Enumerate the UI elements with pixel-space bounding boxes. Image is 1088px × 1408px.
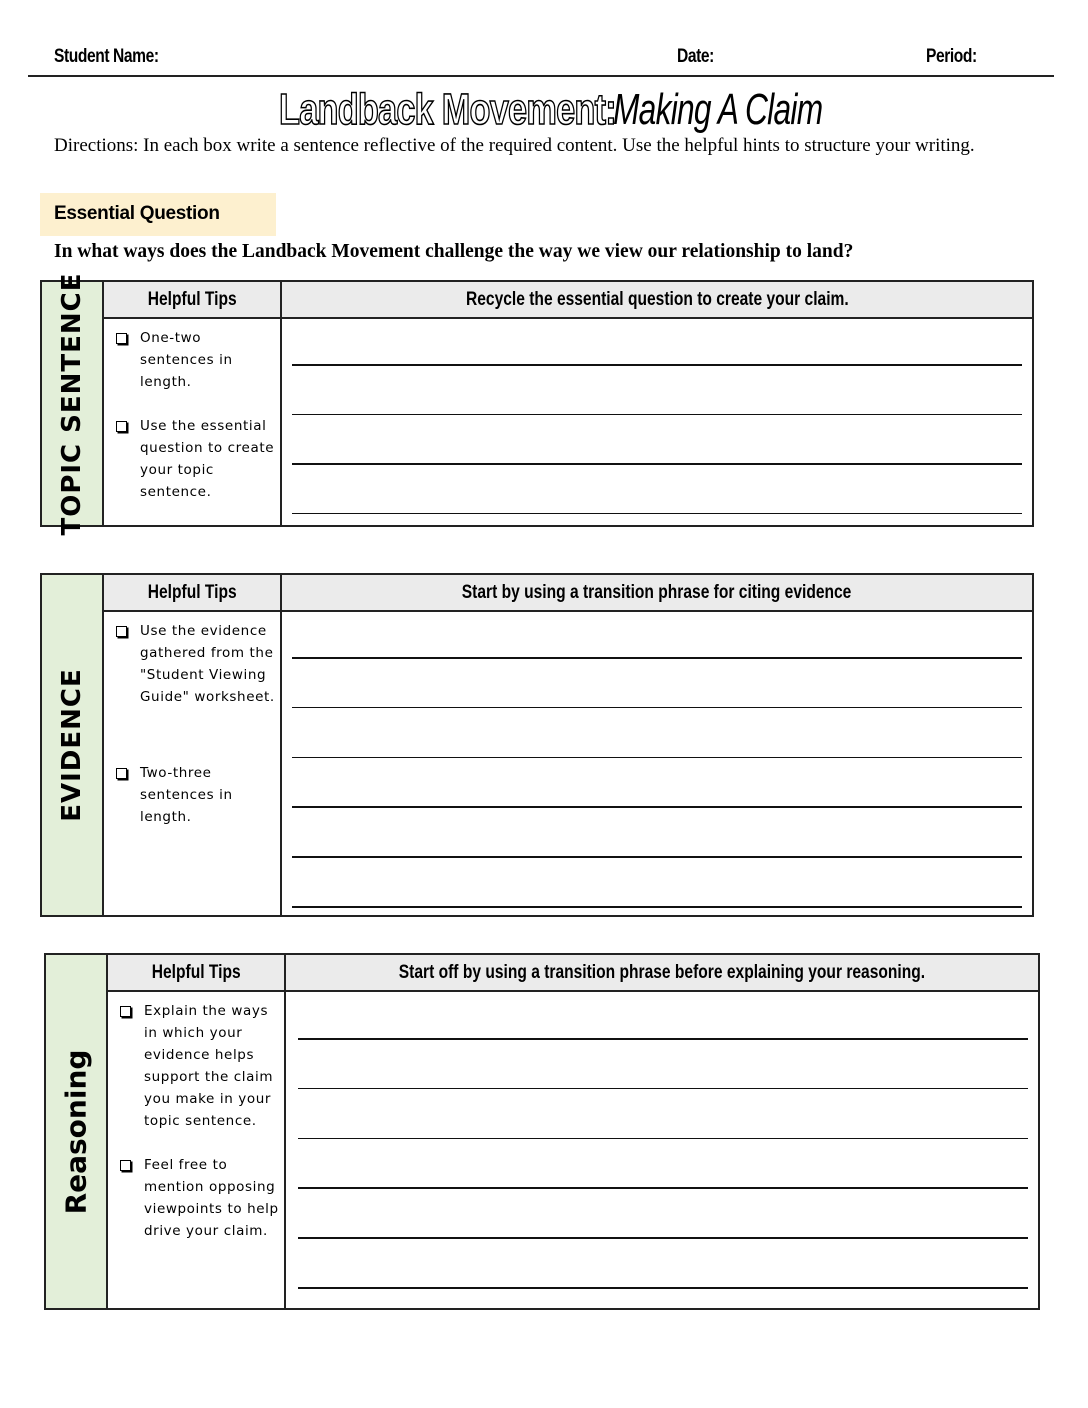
reasoning-label: Reasoning (59, 1049, 93, 1214)
tips-list (116, 620, 278, 850)
topic-sentence-label: TOPIC SENTENCE (57, 271, 87, 536)
writing-line[interactable] (298, 1237, 1028, 1239)
writing-line[interactable] (292, 513, 1022, 515)
evidence-label: EVIDENCE (57, 668, 87, 822)
directions: Directions: In each box write a sentence reflective of the required content. Use the helpful hints to structure your writing. (54, 135, 975, 156)
essential-question-banner (40, 193, 276, 236)
header-rule (28, 75, 1054, 77)
prompt-header: Start off by using a transition phrase before explaining your reasoning. (286, 955, 1038, 992)
writing-line[interactable] (292, 414, 1022, 416)
date-label: Date: (677, 46, 714, 67)
title-part-1: Landback Movement: (279, 85, 617, 134)
writing-line[interactable] (292, 856, 1022, 858)
prompt-header: Start by using a transition phrase for citing evidence (282, 575, 1032, 612)
tip-item[interactable]: Explain the ways in which your evidence helps support the claim you make in your topic sentence. (120, 1000, 280, 1132)
essential-question-label: Essential Question (54, 203, 220, 224)
writing-line[interactable] (292, 707, 1022, 709)
writing-line[interactable] (292, 364, 1022, 366)
period-label: Period: (926, 46, 977, 67)
writing-line[interactable] (292, 757, 1022, 759)
prompt-header: Recycle the essential question to create your claim. (282, 282, 1032, 319)
reasoning-panel (44, 953, 1040, 1310)
helpful-tips-header: Helpful Tips (108, 955, 284, 992)
student-name-label: Student Name: (54, 46, 159, 67)
tip-item[interactable]: Use the evidence gathered from the "Student Viewing Guide" worksheet. (116, 620, 278, 708)
checkbox-icon[interactable] (116, 421, 127, 432)
topic-sentence-side (42, 271, 104, 536)
writing-line[interactable] (292, 463, 1022, 465)
page-title (0, 82, 1088, 138)
writing-line[interactable] (298, 1287, 1028, 1289)
writing-line[interactable] (298, 1038, 1028, 1040)
checkbox-icon[interactable] (120, 1006, 131, 1017)
tip-item[interactable]: Two-three sentences in length. (116, 762, 278, 828)
writing-line[interactable] (292, 657, 1022, 659)
tips-list (116, 327, 276, 525)
essential-question-text: In what ways does the Landback Movement challenge the way we view our relationship to land? (54, 241, 854, 262)
tip-item[interactable]: One-two sentences in length. (116, 327, 276, 393)
writing-line[interactable] (292, 806, 1022, 808)
topic-sentence-panel (40, 271, 1034, 536)
writing-line[interactable] (292, 906, 1022, 908)
reasoning-side (46, 955, 108, 1308)
evidence-side (42, 575, 104, 915)
writing-line[interactable] (298, 1088, 1028, 1090)
tips-list (120, 1000, 280, 1264)
checkbox-icon[interactable] (116, 626, 127, 637)
writing-line[interactable] (298, 1138, 1028, 1140)
helpful-tips-header: Helpful Tips (104, 282, 280, 319)
evidence-panel (40, 573, 1034, 917)
checkbox-icon[interactable] (120, 1160, 131, 1171)
writing-line[interactable] (298, 1187, 1028, 1189)
helpful-tips-header: Helpful Tips (104, 575, 280, 612)
tip-item[interactable]: Feel free to mention opposing viewpoints to help drive your claim. (120, 1154, 280, 1242)
tip-item[interactable]: Use the essential question to create your topic sentence. (116, 415, 276, 503)
checkbox-icon[interactable] (116, 768, 127, 779)
title-part-2: Making A Claim (613, 85, 823, 134)
checkbox-icon[interactable] (116, 333, 127, 344)
